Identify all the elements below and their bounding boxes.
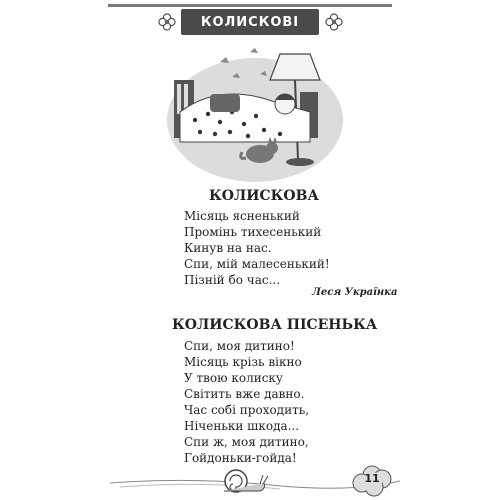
poem-line: Кинув на нас. (184, 241, 272, 255)
snail-icon (224, 470, 268, 492)
poem-line: Світить вже давно. (184, 387, 305, 401)
poem-title: КОЛИСКОВА (209, 188, 319, 204)
poem-line: У твою колиску (184, 371, 283, 385)
poem-line: Спи, моя дитино! (184, 339, 295, 353)
top-rule (108, 4, 392, 7)
poem-lines (184, 338, 309, 466)
page-number: 11 (364, 471, 380, 485)
poem-author: Леся Українка (312, 287, 398, 298)
poem-line: Пізній бо час... (184, 273, 281, 287)
poem-line: Спи ж, моя дитино, (184, 435, 309, 449)
poem-line: Час собі проходить, (184, 403, 310, 417)
poem-line: Промінь тихесенький (184, 225, 322, 239)
flower-icon (158, 13, 176, 31)
poem-lines (184, 208, 330, 288)
poem-line: Гойдоньки-гойда! (184, 451, 297, 465)
flower-icon (325, 13, 343, 31)
poem-line: Місяць крізь вікно (184, 355, 302, 369)
poem-title: КОЛИСКОВА ПІСЕНЬКА (172, 317, 378, 333)
poem-line: Спи, мій малесенький! (184, 257, 330, 271)
sleeping-child-illustration (160, 42, 350, 182)
poem-line: Ніченьки шкода... (184, 419, 300, 433)
poem-line: Місяць ясненький (184, 209, 300, 223)
footer-decoration (110, 455, 400, 500)
section-title: КОЛИСКОВІ (181, 9, 319, 35)
section-header (0, 9, 500, 39)
